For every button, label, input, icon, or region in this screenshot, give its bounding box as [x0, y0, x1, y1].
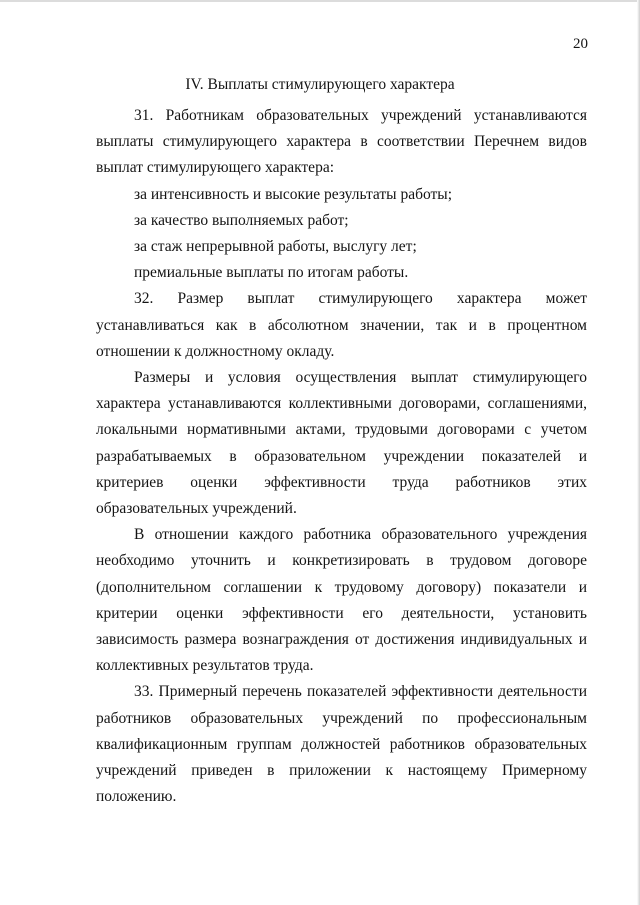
- page-number: 20: [573, 36, 588, 52]
- paragraph-conditions: Размеры и условия осуществления выплат стимулирующего характера устанавливаются коллективными договорами, соглашениями, локальными нормативными актами, трудовыми договорами с учетом разрабатываемых в образовательном учреждении показателей и критериев оценки эффективности труда работников этих образовательных учреждений.: [96, 369, 587, 518]
- paragraph-each-worker: В отношении каждого работника образовательного учреждения необходимо уточнить и конкретизировать в трудовом договоре (дополнительном соглашении к трудовому договору) показатели и критерии оценки эффективности его деятельности, установить зависимость размера вознаграждения от достижения индивидуальных и коллективных результатов труда.: [96, 526, 587, 675]
- section-title: IV. Выплаты стимулирующего характера: [185, 76, 455, 93]
- list-item-bonus: премиальные выплаты по итогам работы.: [134, 264, 409, 282]
- paragraph-32: 32. Размер выплат стимулирующего характера может устанавливаться как в абсолютном значении, так и в процентном отношении к должностному окладу.: [96, 290, 587, 360]
- list-item-intensity: за интенсивность и высокие результаты работы;: [134, 185, 453, 203]
- document-body: [96, 103, 587, 810]
- list-item-seniority: за стаж непрерывной работы, выслугу лет;: [134, 238, 417, 256]
- list-item-quality: за качество выполняемых работ;: [134, 211, 349, 229]
- paragraph-33: 33. Примерный перечень показателей эффективности деятельности работников образовательных учреждений по профессиональным квалификационным группам должностей работников образовательных учреждений приведен в приложении к настоящему Примерному положению.: [96, 683, 587, 806]
- paragraph-31: 31. Работникам образовательных учреждений устанавливаются выплаты стимулирующего характера в соответствии Перечнем видов выплат стимулирующего характера:: [96, 107, 587, 177]
- scan-edge-top: [0, 0, 640, 2]
